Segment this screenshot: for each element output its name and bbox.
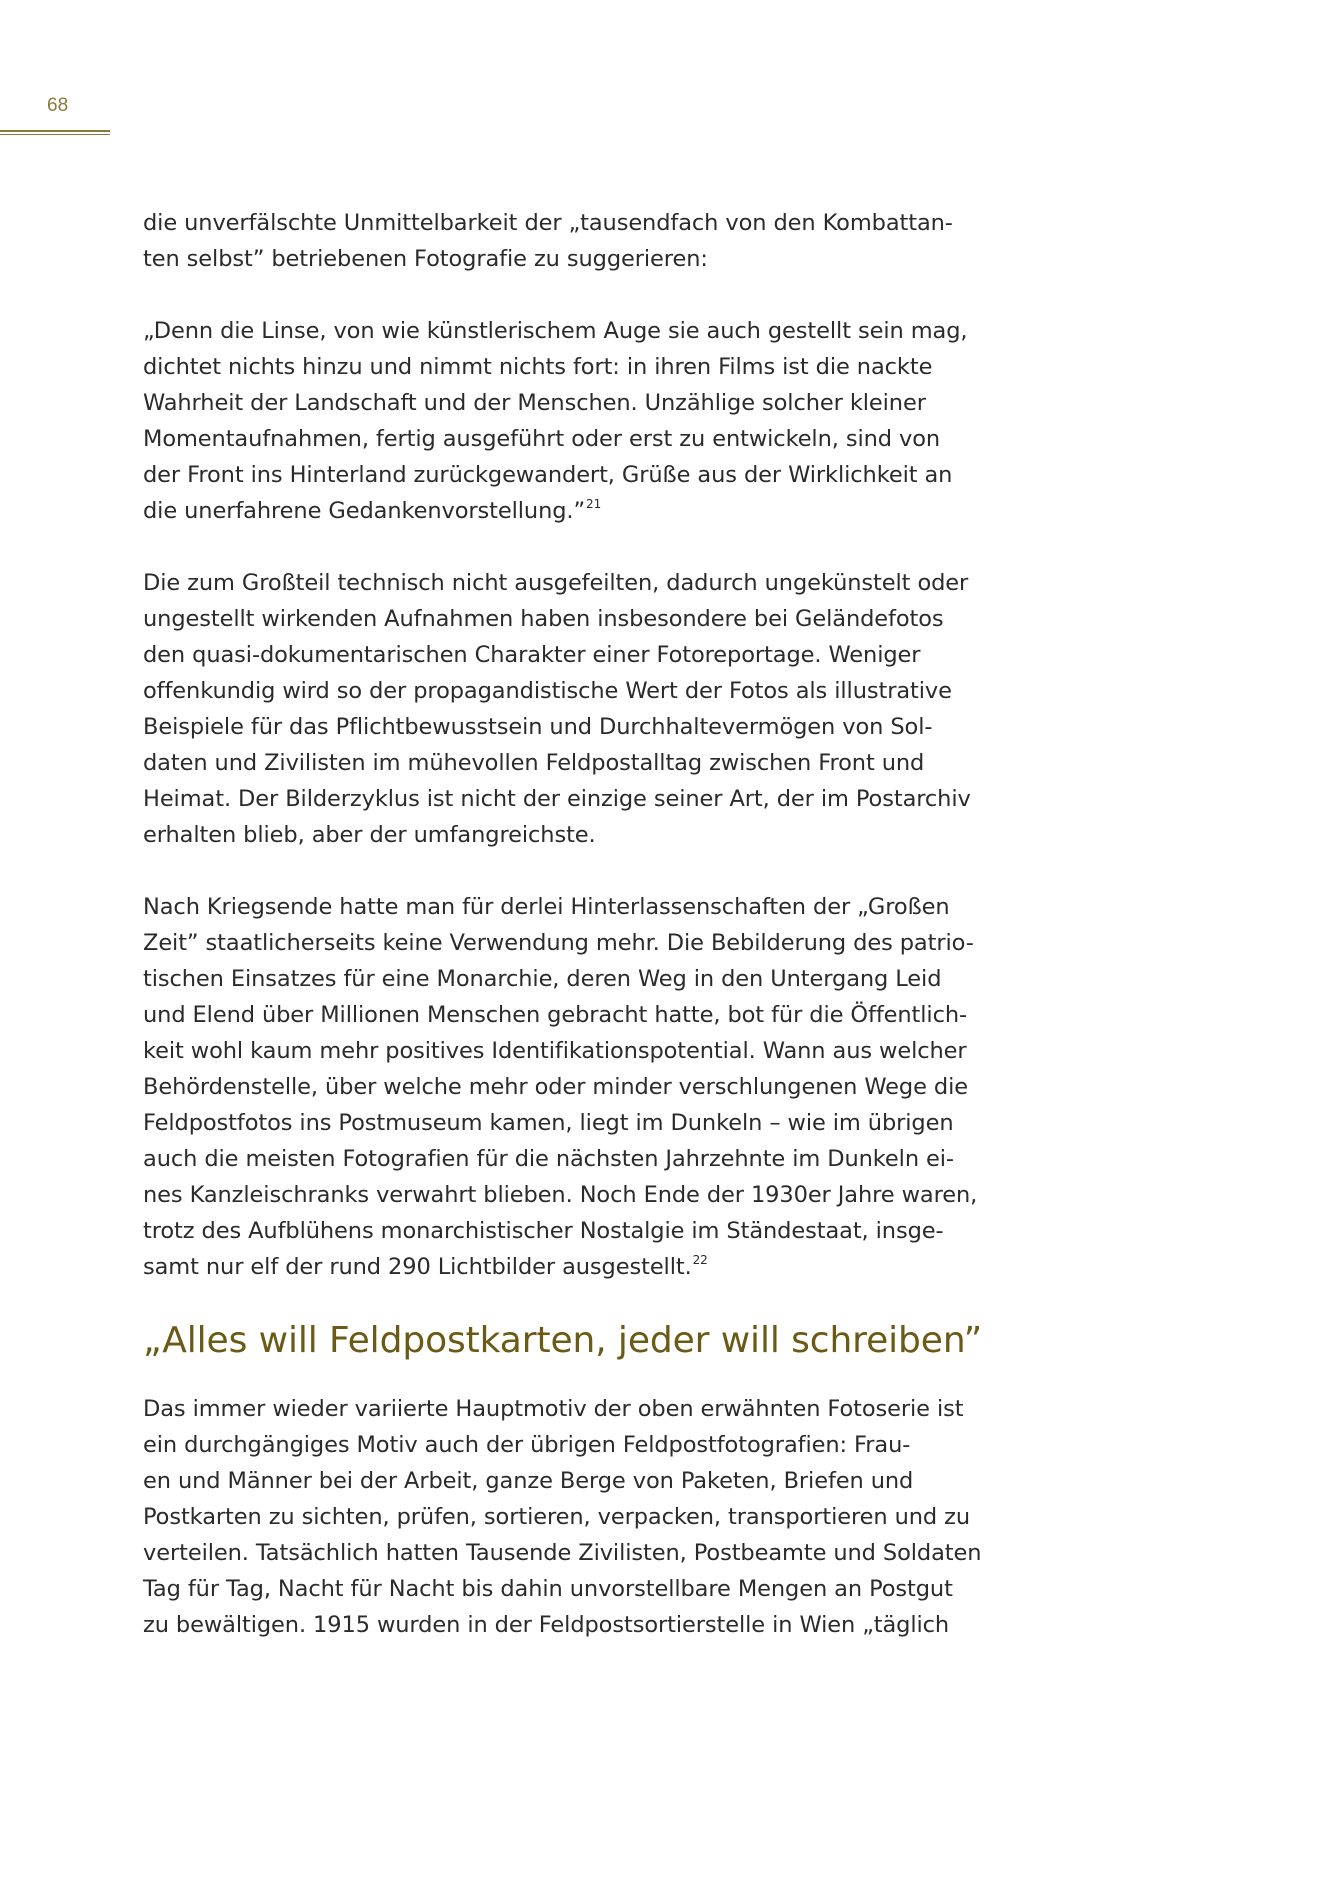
text-line: Beispiele für das Pflichtbewusstsein und Durchhaltevermögen von Sol- bbox=[143, 714, 933, 740]
text-line: en und Männer bei der Arbeit, ganze Berge von Paketen, Briefen und bbox=[143, 1468, 914, 1494]
text-line: ungestellt wirkenden Aufnahmen haben insbesondere bei Geländefotos bbox=[143, 606, 944, 632]
text-line: Behördenstelle, über welche mehr oder minder verschlungenen Wege die bbox=[143, 1074, 968, 1100]
text-line: Momentaufnahmen, fertig ausgeführt oder erst zu entwickeln, sind von bbox=[143, 426, 941, 452]
text-line: Postkarten zu sichten, prüfen, sortieren, verpacken, transportieren und zu bbox=[143, 1504, 971, 1530]
text-line-with-footnote bbox=[143, 493, 1043, 529]
paragraph-motif bbox=[143, 1391, 1043, 1643]
text-line: offenkundig wird so der propagandistische Wert der Fotos als illustrative bbox=[143, 678, 952, 704]
text-line: Die zum Großteil technisch nicht ausgefeilten, dadurch ungekünstelt oder bbox=[143, 570, 969, 596]
text-line: auch die meisten Fotografien für die nächsten Jahrzehnte im Dunkeln ei- bbox=[143, 1146, 954, 1172]
text-line: daten und Zivilisten im mühevollen Feldpostalltag zwischen Front und bbox=[143, 750, 925, 776]
text-line: zu bewältigen. 1915 wurden in der Feldpostsortierstelle in Wien „täglich bbox=[143, 1612, 950, 1638]
text-line: erhalten blieb, aber der umfangreichste. bbox=[143, 822, 596, 848]
text-line: Das immer wieder variierte Hauptmotiv der oben erwähnten Fotoserie ist bbox=[143, 1396, 964, 1422]
text-line: samt nur elf der rund 290 Lichtbilder ausgestellt. bbox=[143, 1254, 692, 1280]
header-rule-thin bbox=[0, 134, 110, 135]
text-line: Nach Kriegsende hatte man für derlei Hinterlassenschaften der „Großen bbox=[143, 894, 950, 920]
text-line: „Denn die Linse, von wie künstlerischem Auge sie auch gestellt sein mag, bbox=[143, 318, 968, 344]
paragraph-photos bbox=[143, 565, 1043, 853]
paragraph-postwar bbox=[143, 889, 1043, 1285]
header-rule bbox=[0, 130, 110, 132]
text-line: Feldpostfotos ins Postmuseum kamen, liegt im Dunkeln – wie im übrigen bbox=[143, 1110, 954, 1136]
text-line: und Elend über Millionen Menschen gebracht hatte, bot für die Öffentlich- bbox=[143, 1002, 968, 1028]
text-line: ten selbst” betriebenen Fotografie zu suggerieren: bbox=[143, 246, 708, 272]
footnote-marker: 22 bbox=[692, 1253, 708, 1267]
text-line: verteilen. Tatsächlich hatten Tausende Zivilisten, Postbeamte und Soldaten bbox=[143, 1540, 982, 1566]
footnote-marker: 21 bbox=[586, 497, 602, 511]
section-heading: „Alles will Feldpostkarten, jeder will schreiben” bbox=[143, 1320, 983, 1361]
text-line: Tag für Tag, Nacht für Nacht bis dahin unvorstellbare Mengen an Postgut bbox=[143, 1576, 953, 1602]
text-line: den quasi-dokumentarischen Charakter einer Fotoreportage. Weniger bbox=[143, 642, 921, 668]
text-line: tischen Einsatzes für eine Monarchie, deren Weg in den Untergang Leid bbox=[143, 966, 942, 992]
text-line: ein durchgängiges Motiv auch der übrigen Feldpostfotografien: Frau- bbox=[143, 1432, 911, 1458]
text-line: Zeit” staatlicherseits keine Verwendung mehr. Die Bebilderung des patrio- bbox=[143, 930, 974, 956]
page-number: 68 bbox=[47, 95, 69, 116]
text-line: dichtet nichts hinzu und nimmt nichts fort: in ihren Films ist die nackte bbox=[143, 354, 933, 380]
text-line-with-footnote bbox=[143, 1249, 1043, 1285]
block-quote bbox=[143, 313, 1043, 529]
text-line: die unerfahrene Gedankenvorstellung.” bbox=[143, 498, 586, 524]
text-line: trotz des Aufblühens monarchistischer Nostalgie im Ständestaat, insge- bbox=[143, 1218, 944, 1244]
paragraph-intro bbox=[143, 205, 1043, 277]
text-line: der Front ins Hinterland zurückgewandert, Grüße aus der Wirklichkeit an bbox=[143, 462, 953, 488]
body-text bbox=[143, 205, 1043, 1643]
text-line: keit wohl kaum mehr positives Identifikationspotential. Wann aus welcher bbox=[143, 1038, 967, 1064]
text-line: die unverfälschte Unmittelbarkeit der „tausendfach von den Kombattan- bbox=[143, 210, 953, 236]
text-line: Heimat. Der Bilderzyklus ist nicht der einzige seiner Art, der im Postarchiv bbox=[143, 786, 971, 812]
text-line: nes Kanzleischranks verwahrt blieben. Noch Ende der 1930er Jahre waren, bbox=[143, 1182, 978, 1208]
text-line: Wahrheit der Landschaft und der Menschen. Unzählige solcher kleiner bbox=[143, 390, 926, 416]
